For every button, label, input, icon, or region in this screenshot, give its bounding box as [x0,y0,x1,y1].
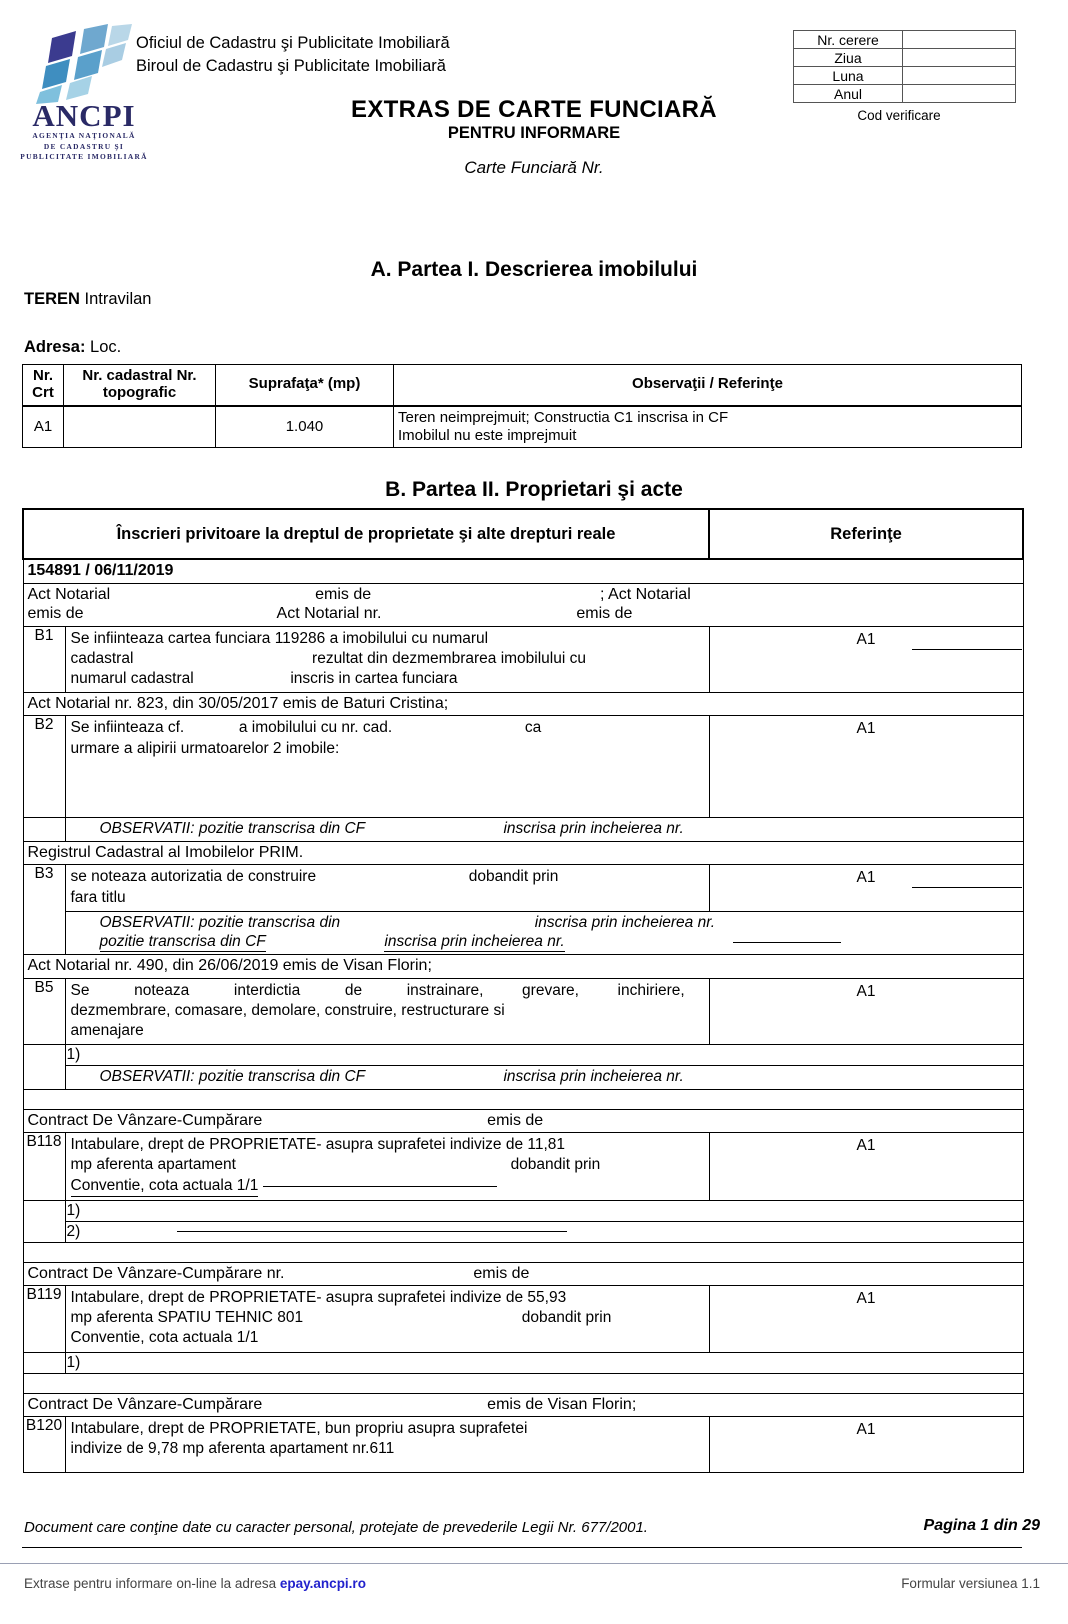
body-b118-l2b: dobandit prin [510,1156,601,1174]
body-b118-l2a: mp aferenta apartament [70,1156,236,1174]
col-header-referinte: Referinţe [709,509,1023,559]
ref-b3 [709,865,1023,911]
b5-w1: Se [70,981,90,999]
request-value-luna[interactable] [903,67,1016,85]
crt-spacer-b118 [23,1200,65,1221]
ref-b1-rule [912,649,1022,650]
act1-e: Act Notarial nr. [276,605,382,623]
body-b5-l1 [71,981,704,1001]
logo-wordmark: ANCPI [32,98,136,133]
act-row-3 [23,841,1023,865]
act-text-3: Registrul Cadastral al Imobilelor PRIM. [23,841,1023,865]
table-row [794,49,1016,67]
act6-a: Contract De Vânzare-Cumpărare nr. [27,1264,285,1282]
crt-spacer-b2 [23,818,65,841]
col-header-nr-cadastral-l2: topografic [102,383,177,401]
request-label-anul: Anul [794,85,903,103]
teren-line [24,290,151,309]
item-row-b118-1 [23,1200,1023,1221]
obs-b3-line2 [100,932,1018,952]
page-subtitle: PENTRU INFORMARE [447,124,621,142]
table-row-b118 [23,1133,1023,1200]
ref-b5: A1 [709,978,1023,1044]
body-b3-l2: fara titlu [70,888,126,906]
body-b1-l1: Se infiinteaza cartea funciara 119286 a imobilului cu numarul [70,629,489,647]
crt-spacer-b119 [23,1352,65,1373]
footer-legal-note: Document care conţine date cu caracter personal, protejate de prevederile Legii Nr. 677/2001. [24,1519,648,1536]
ref-b118: A1 [709,1133,1023,1200]
col-header-inscrieri: Înscrieri privitoare la dreptul de proprietate şi alte drepturi reale [23,509,709,559]
col-header-nr-cadastral-l1: Nr. cadastral Nr. [82,367,197,384]
footer-online-note [24,1576,366,1591]
act-row-2 [23,692,1023,716]
blank-row-2 [23,1242,1023,1262]
table-header-row [23,365,1022,406]
obs-row-b3 [23,911,1023,955]
cell-observatii-l2: Imobilul nu este imprejmuit [398,426,577,444]
item-b5-1: 1) [65,1045,1023,1066]
body-b118-l3-rule [263,1186,497,1187]
item-b118-2-label: 2) [66,1222,81,1240]
table-row-b5 [23,978,1023,1044]
ref-b1 [709,626,1023,692]
col-header-suprafata: Suprafaţa* (mp) [216,365,394,406]
crt-spacer-b5 [23,1045,65,1066]
cell-observatii-l1: Teren neimprejmuit; Constructia C1 inscrisa in CF [398,408,729,426]
page-title: EXTRAS DE CARTE FUNCIARĂ [351,96,717,123]
act1-d: emis de [27,605,84,623]
b5-w5: instrainare, [406,981,484,999]
footer-note-prefix: Extrase pentru informare on-line la adresa [24,1576,277,1591]
body-b1-l2a: cadastral [70,649,134,667]
obs-b3-1b: inscrisa prin incheierea nr. [534,913,716,931]
item-row-b119-1 [23,1352,1023,1373]
body-b119 [65,1286,709,1352]
item-b118-2 [65,1221,1023,1242]
crt-b120: B120 [23,1417,65,1473]
crt-b1: B1 [23,626,65,692]
body-b3-l1a: se noteaza autorizatia de construire [70,868,317,886]
act6-b: emis de [473,1264,530,1282]
act-text-1 [23,583,1023,626]
entry-reference: 154891 / 06/11/2019 [23,559,1023,583]
ref-b120: A1 [709,1417,1023,1473]
ancpi-logo-mark [32,24,142,104]
body-b120-l1: Intabulare, drept de PROPRIETATE, bun propriu asupra suprafetei [70,1420,528,1438]
body-b3 [65,865,709,911]
act-row-7 [23,1393,1023,1417]
table-row [794,31,1016,49]
logo-subtitle-2: DE CADASTRU ŞI [43,141,125,151]
body-b1 [65,626,709,692]
part-a-table [22,364,1022,448]
act1-b: emis de [315,585,372,603]
obs-b3-2a: pozitie transcrisa din CF [100,932,266,952]
body-b118-l2 [71,1155,704,1175]
table-row-b119 [23,1286,1023,1352]
adresa-value: Loc. [90,338,122,356]
act5-a: Contract De Vânzare-Cumpărare [27,1111,263,1129]
act-row-6 [23,1262,1023,1286]
item-row-b5 [23,1045,1023,1066]
table-row-b2 [23,716,1023,818]
blank-cell-1 [23,1089,1023,1109]
act-row-1 [23,583,1023,626]
act-text-7 [23,1393,1023,1417]
obs-b3 [65,911,1023,955]
obs-b5-a: OBSERVATII: pozitie transcrisa din CF [99,1068,365,1086]
cell-nr-cadastral [64,406,216,448]
item-b119-1: 1) [65,1352,1023,1373]
table-header-row [23,509,1023,559]
b5-w7: inchiriere, [617,981,685,999]
item-row-b118-2 [23,1221,1023,1242]
table-row-b120 [23,1417,1023,1473]
request-value-nr-cerere[interactable] [903,31,1016,49]
office-line-2: Biroul de Cadastru şi Publicitate Imobiliară [136,57,446,76]
body-b1-l3b: inscris in cartea funciara [290,669,458,687]
cod-verificare-caption: Cod verificare [857,108,941,123]
logo-subtitle-3: PUBLICITATE IMOBILIARĂ [20,152,148,162]
footer-divider [22,1547,1022,1548]
obs-b3-1a: OBSERVATII: pozitie transcrisa din [99,913,341,931]
carte-funciara-nr: Carte Funciară Nr. [464,158,604,177]
body-b118-l1: Intabulare, drept de PROPRIETATE- asupra suprafetei indivize de 11,81 [70,1136,566,1154]
act-row-5 [23,1109,1023,1133]
obs-b2-a: OBSERVATII: pozitie transcrisa din CF [99,820,365,838]
obs-row-b5 [23,1066,1023,1089]
obs-b5 [65,1066,1023,1089]
obs-b2-b: inscrisa prin incheierea nr. [503,820,684,838]
blank-row-3 [23,1373,1023,1393]
blank-cell-3 [23,1373,1023,1393]
adresa-line [24,338,121,357]
cell-suprafata: 1.040 [216,406,394,448]
item-b118-1: 1) [65,1200,1023,1221]
table-row [23,406,1022,448]
table-row-b1 [23,626,1023,692]
obs-b3-2-rule [733,942,841,943]
body-b118-l3a: Conventie, cota actuala 1/1 [71,1176,259,1197]
act5-b: emis de [487,1111,544,1129]
item-b118-2-rule [177,1231,567,1232]
body-b5-l3: amenajare [70,1022,144,1040]
body-b119-l2b: dobandit prin [521,1309,612,1327]
cell-observatii [394,406,1022,448]
request-value-ziua[interactable] [903,49,1016,67]
document-header [0,0,1068,190]
office-line-1: Oficiul de Cadastru şi Publicitate Imobiliară [136,34,450,52]
body-b1-l3 [71,669,704,689]
teren-label: TEREN [24,290,80,308]
blank-cell-2 [23,1242,1023,1262]
crt-b118: B118 [23,1133,65,1200]
crt-b3: B3 [23,865,65,955]
epay-link[interactable]: epay.ancpi.ro [279,1576,366,1591]
body-b119-l2 [71,1308,704,1328]
b5-w4: de [344,981,363,999]
ref-b3-rule [912,887,1022,888]
body-b3-l1 [71,867,704,887]
footer-page-number: Pagina 1 din 29 [923,1517,1040,1534]
body-b120-l2: indivize de 9,78 mp aferenta apartament nr.611 [70,1440,395,1458]
body-b118 [65,1133,709,1200]
ref-b119: A1 [709,1286,1023,1352]
body-b3-l1b: dobandit prin [468,868,559,886]
crt-b2: B2 [23,716,65,818]
obs-b2 [65,818,1023,841]
act-row-4 [23,955,1023,979]
ref-b3-value: A1 [856,869,876,887]
act7-b: emis de Visan Florin; [487,1395,637,1413]
b5-w3: interdictia [233,981,301,999]
table-row [794,67,1016,85]
blank-row-1 [23,1089,1023,1109]
footer-form-version: Formular versiunea 1.1 [901,1576,1040,1591]
cell-nr-crt: A1 [23,406,64,448]
col-header-nr-crt [23,365,64,406]
logo-subtitle-1: AGENŢIA NAŢIONALĂ [32,131,136,140]
body-b2-l2: urmare a alipirii urmatoarelor 2 imobile: [70,739,340,757]
part-b-table [22,508,1024,1473]
act-text-4: Act Notarial nr. 490, din 26/06/2019 emis de Visan Florin; [23,955,1023,979]
body-b1-l3a: numarul cadastral [70,669,194,687]
obs-b3-line1 [100,913,1018,932]
act-text-5 [23,1109,1023,1133]
act7-a: Contract De Vânzare-Cumpărare [27,1395,263,1413]
teren-value: Intravilan [84,290,152,308]
request-info-table [793,30,1016,103]
body-b2-l1b: a imobilului cu nr. cad. [238,719,393,737]
obs-b5-b: inscrisa prin incheierea nr. [503,1068,684,1086]
entry-reference-row [23,559,1023,583]
body-b2-l1c: ca [524,719,542,737]
request-label-ziua: Ziua [794,49,903,67]
act-text-2: Act Notarial nr. 823, din 30/05/2017 emis de Baturi Cristina; [23,692,1023,716]
request-label-nr-cerere: Nr. cerere [794,31,903,49]
crt-spacer-b5b [23,1066,65,1089]
obs-b3-2b: inscrisa prin incheierea nr. [384,932,564,952]
col-header-nr-cadastral [64,365,216,406]
col-header-nr-crt-l1: Nr. [32,367,53,384]
obs-row-b2 [23,818,1023,841]
body-b2-l1a: Se infiinteaza cf. [70,719,185,737]
body-b5 [65,978,709,1044]
act1-c: ; Act Notarial [600,585,691,603]
act-text-6 [23,1262,1023,1286]
body-b119-l2a: mp aferenta SPATIU TEHNIC 801 [70,1309,304,1327]
table-row-b3 [23,865,1023,911]
body-b118-l3 [71,1176,704,1197]
b5-w6: grevare, [522,981,579,999]
body-b120 [65,1417,709,1473]
crt-b5: B5 [23,978,65,1044]
body-b1-l2 [71,649,704,669]
body-b5-l2: dezmembrare, comasare, demolare, construire, restructurare si [70,1002,505,1020]
act1-a: Act Notarial [27,585,111,603]
ref-b2: A1 [709,716,1023,818]
adresa-label: Adresa: [24,338,86,356]
act-text-1-line2 [28,604,1019,624]
body-b119-l1: Intabulare, drept de PROPRIETATE- asupra suprafetei indivize de 55,93 [70,1289,567,1307]
act-text-1-line1 [28,585,1019,605]
body-b119-l3: Conventie, cota actuala 1/1 [70,1329,259,1347]
col-header-nr-crt-l2: Crt [32,383,54,401]
footer-bottom-divider [0,1563,1068,1564]
section-b-title: B. Partea II. Proprietari şi acte [385,478,683,501]
body-b1-l2b: rezultat din dezmembrarea imobilului cu [312,649,586,667]
body-b2-l1 [71,718,704,738]
crt-b119: B119 [23,1286,65,1352]
body-b2 [65,716,709,818]
section-a-title: A. Partea I. Descrierea imobilului [370,258,698,281]
act1-f: emis de [576,605,633,623]
b5-w2: noteaza [134,981,190,999]
office-block [136,32,450,79]
crt-spacer-b118b [23,1221,65,1242]
col-header-observatii: Observaţii / Referinţe [394,365,1022,406]
ref-b1-value: A1 [856,630,876,648]
request-label-luna: Luna [794,67,903,85]
